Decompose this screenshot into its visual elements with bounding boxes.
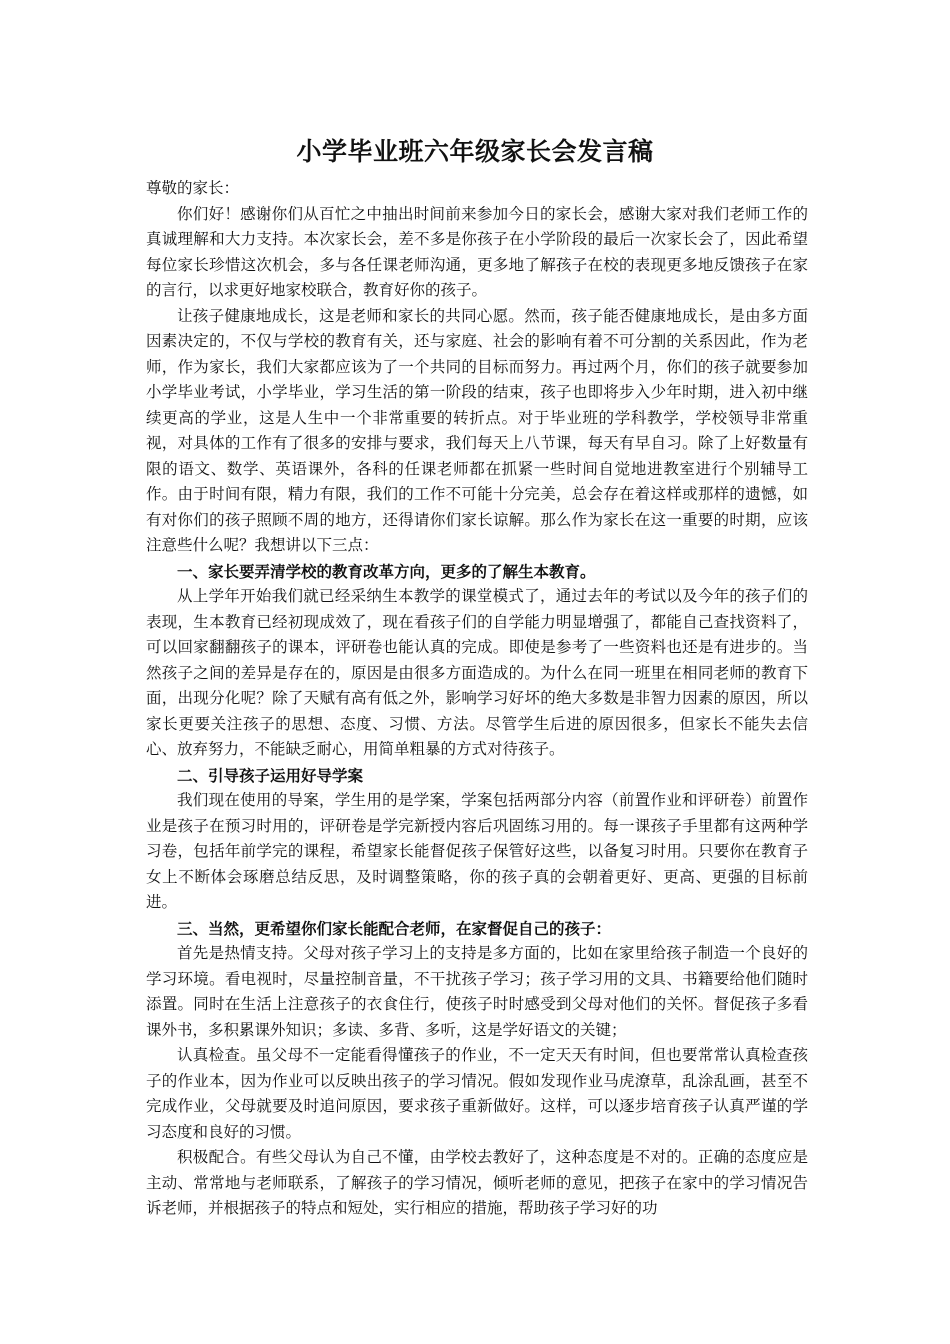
page-title: 小学毕业班六年级家长会发言稿 bbox=[296, 137, 654, 166]
document-body bbox=[146, 176, 808, 1222]
paragraph-healthy-growth: 让孩子健康地成长，这是老师和家长的共同心愿。然而，孩子能否健康地成长，是由多方面因素决定的，不仅与学校的教育有关，还与家庭、社会的影响有着不可分割的关系因此，作为老师，作为家长，我们大家都应该为了一个共同的目标而努力。再过两个月，你们的孩子就要参加小学毕业考试，小学毕业，学习生活的第一阶段的结束，孩子也即将步入少年时期，进入初中继续更高的学业，这是人生中一个非常重要的转折点。对于毕业班的学科教学，学校领导非常重视，对具体的工作有了很多的安排与要求，我们每天上八节课，每天有早自习。除了上好数量有限的语文、数学、英语课外，各科的任课老师都在抓紧一些时间自觉地进教室进行个别辅导工作。由于时间有限，精力有限，我们的工作不可能十分完美，总会存在着这样或那样的遗憾，如有对你们的孩子照顾不周的地方，还得请你们家长谅解。那么作为家长在这一重要的时期，应该注意些什么呢？我想讲以下三点： bbox=[146, 306, 808, 554]
section-heading-1: 一、家长要弄清学校的教育改革方向，更多的了解生本教育。 bbox=[177, 561, 596, 581]
section-heading-3: 三、当然，更希望你们家长能配合老师，在家督促自己的孩子： bbox=[177, 918, 612, 938]
paragraph-support: 首先是热情支持。父母对孩子学习上的支持是多方面的，比如在家里给孩子制造一个良好的学习环境。看电视时，尽量控制音量，不干扰孩子学习；孩子学习用的文具、书籍要给他们随时添置。同时在生活上注意孩子的衣食住行，使孩子时时感受到父母对他们的关怀。督促孩子多看课外书，多积累课外知识；多读、多背、多听，这是学好语文的关键； bbox=[146, 944, 808, 1039]
paragraph-study-guide: 我们现在使用的导案，学生用的是学案，学案包括两部分内容（前置作业和评研卷）前置作业是孩子在预习时用的，评研卷是学完新授内容后巩固练习用的。每一课孩子手里都有这两种学习卷，包括年前学完的课程，希望家长能督促孩子保管好这些，以备复习时用。只要你在教育子女上不断体会琢磨总结反思，及时调整策略，你的孩子真的会朝着更好、更高、更强的目标前进。 bbox=[146, 791, 808, 911]
salutation: 尊敬的家长： bbox=[146, 179, 240, 197]
paragraph-greeting: 你们好！感谢你们从百忙之中抽出时间前来参加今日的家长会，感谢大家对我们老师工作的真诚理解和大力支持。本次家长会，差不多是你孩子在小学阶段的最后一次家长会了，因此希望每位家长珍惜这次机会，多与各任课老师沟通，更多地了解孩子在校的表现更多地反馈孩子在家的言行，以求更好地家校联合，教育好你的孩子。 bbox=[146, 204, 808, 299]
section-heading-2: 二、引导孩子运用好导学案 bbox=[177, 765, 364, 785]
paragraph-check-homework: 认真检查。虽父母不一定能看得懂孩子的作业，不一定天天有时间，但也要常常认真检查孩子的作业本，因为作业可以反映出孩子的学习情况。假如发现作业马虎潦草，乱涂乱画，甚至不完成作业，父母就要及时追问原因，要求孩子重新做好。这样，可以逐步培育孩子认真严谨的学习态度和良好的习惯。 bbox=[146, 1046, 808, 1141]
paragraph-cooperate: 积极配合。有些父母认为自己不懂，由学校去教好了，这种态度是不对的。正确的态度应是主动、常常地与老师联系，了解孩子的学习情况，倾听老师的意见，把孩子在家中的学习情况告诉老师，并根据孩子的特点和短处，实行相应的措施，帮助孩子学习好的功 bbox=[146, 1148, 808, 1217]
paragraph-education-reform: 从上学年开始我们就已经采纳生本教学的课堂模式了，通过去年的考试以及今年的孩子们的表现，生本教育已经初现成效了，现在看孩子们的自学能力明显增强了，都能自己查找资料了，可以回家翻翻孩子的课本，评研卷也能认真的完成。即使是参考了一些资料也还是有进步的。当然孩子之间的差异是存在的，原因是由很多方面造成的。为什么在同一班里在相同老师的教育下面，出现分化呢？除了天赋有高有低之外，影响学习好坏的绝大多数是非智力因素的原因，所以家长更要关注孩子的思想、态度、习惯、方法。尽管学生后进的原因很多，但家长不能失去信心、放弃努力，不能缺乏耐心，用简单粗暴的方式对待孩子。 bbox=[146, 587, 808, 758]
